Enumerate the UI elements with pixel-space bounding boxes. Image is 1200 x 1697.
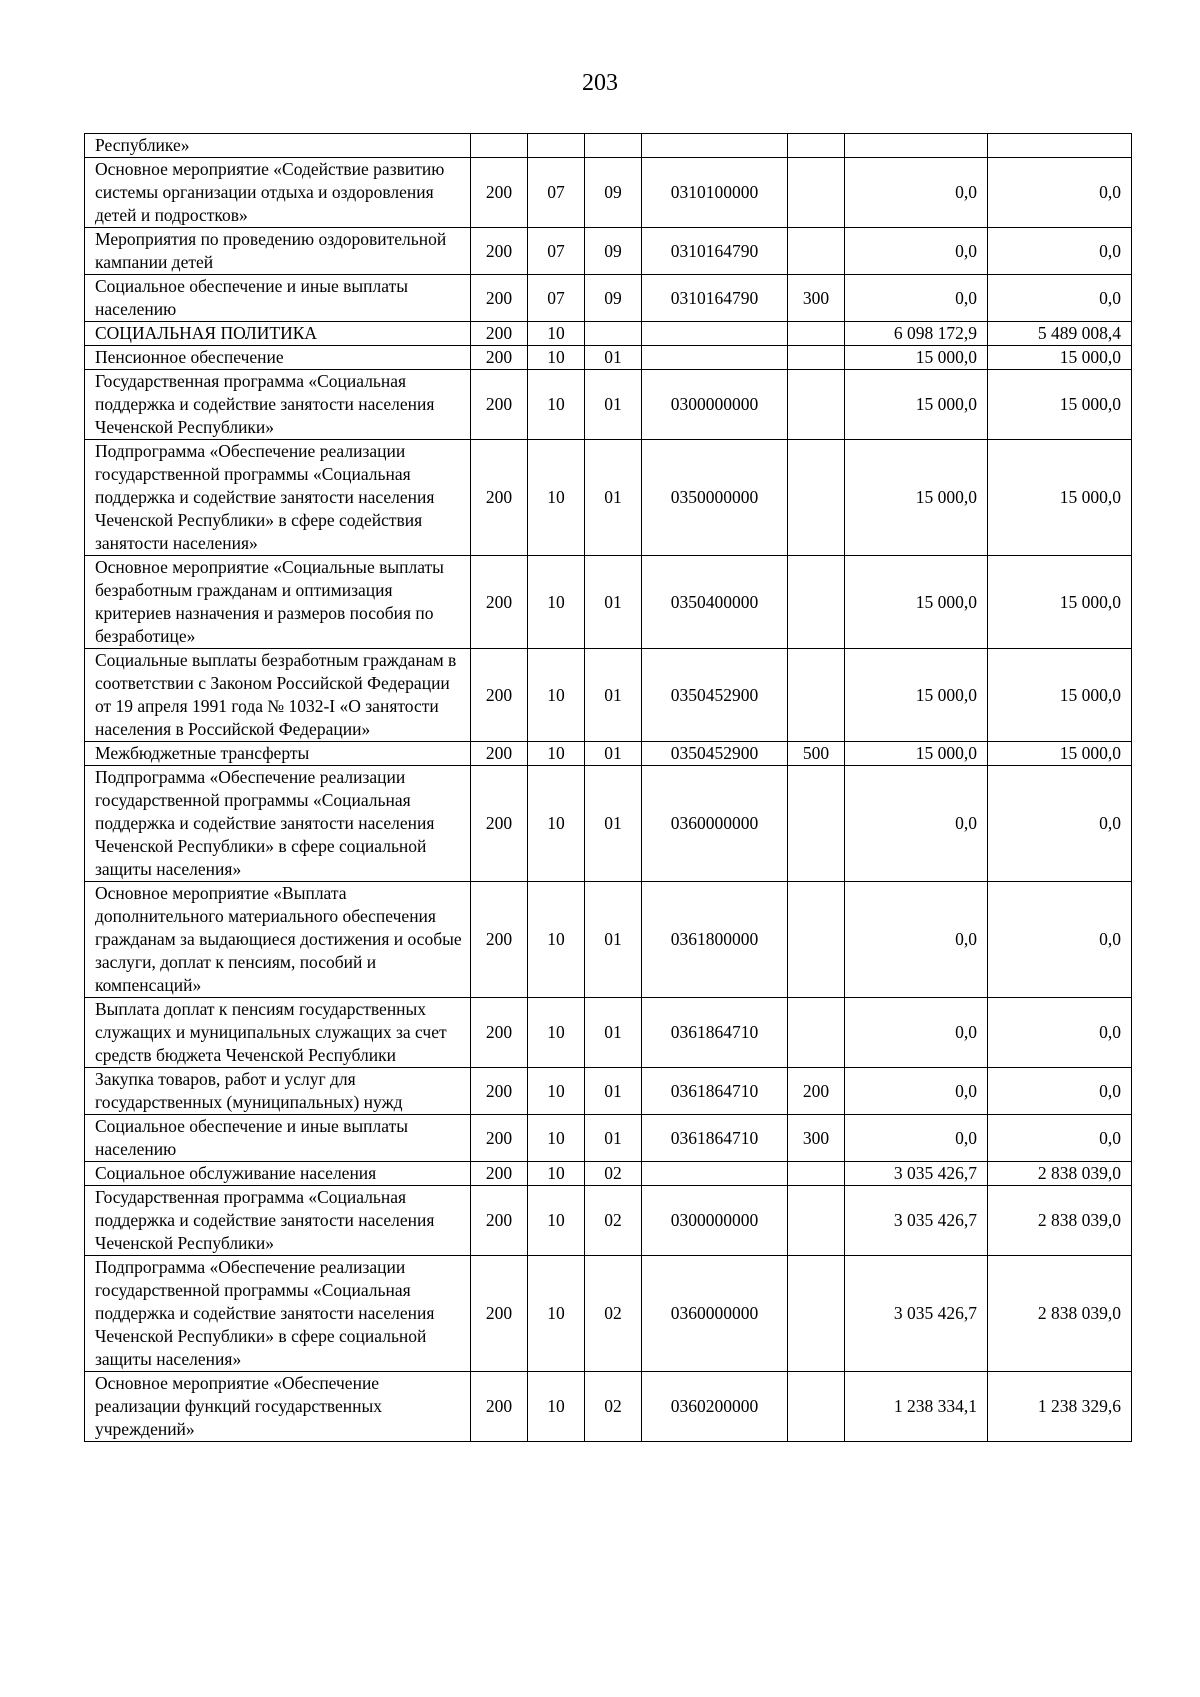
table-row (85, 1068, 1132, 1115)
cell-grbs: 200 (471, 556, 528, 649)
cell-subsection: 09 (585, 275, 642, 322)
cell-grbs: 200 (471, 440, 528, 556)
cell-amount-1: 3 035 426,7 (845, 1186, 988, 1256)
cell-expense-type (788, 882, 845, 998)
cell-section: 10 (528, 649, 585, 742)
cell-expense-type: 200 (788, 1068, 845, 1115)
cell-grbs: 200 (471, 228, 528, 275)
cell-subsection: 01 (585, 649, 642, 742)
cell-subsection: 01 (585, 346, 642, 370)
cell-amount-2 (988, 134, 1132, 158)
cell-grbs: 200 (471, 275, 528, 322)
cell-amount-1: 6 098 172,9 (845, 322, 988, 346)
cell-name: Закупка товаров, работ и услуг для государственных (муниципальных) нужд (85, 1068, 471, 1115)
cell-subsection: 09 (585, 158, 642, 228)
table-row (85, 228, 1132, 275)
cell-expense-type (788, 556, 845, 649)
table-body (85, 134, 1132, 1442)
cell-subsection: 01 (585, 1068, 642, 1115)
cell-amount-2: 1 238 329,6 (988, 1372, 1132, 1442)
cell-target-article: 0350000000 (642, 440, 788, 556)
cell-grbs: 200 (471, 649, 528, 742)
cell-section: 10 (528, 440, 585, 556)
cell-amount-1: 0,0 (845, 766, 988, 882)
cell-section: 10 (528, 556, 585, 649)
cell-grbs: 200 (471, 346, 528, 370)
cell-amount-2: 0,0 (988, 1115, 1132, 1162)
cell-target-article: 0361864710 (642, 1115, 788, 1162)
table-row (85, 346, 1132, 370)
cell-target-article: 0300000000 (642, 370, 788, 440)
cell-expense-type (788, 1162, 845, 1186)
cell-section: 10 (528, 1256, 585, 1372)
cell-name: Государственная программа «Социальная поддержка и содействие занятости населения Чеченской Республики» (85, 370, 471, 440)
cell-target-article: 0361800000 (642, 882, 788, 998)
cell-target-article: 0350400000 (642, 556, 788, 649)
cell-target-article (642, 134, 788, 158)
cell-target-article: 0310164790 (642, 228, 788, 275)
cell-expense-type (788, 370, 845, 440)
cell-section: 10 (528, 346, 585, 370)
cell-amount-1: 15 000,0 (845, 370, 988, 440)
cell-amount-1: 3 035 426,7 (845, 1162, 988, 1186)
cell-subsection (585, 322, 642, 346)
cell-name: Социальное обеспечение и иные выплаты населению (85, 275, 471, 322)
cell-name: Основное мероприятие «Выплата дополнительного материального обеспечения гражданам за выдающиеся достижения и особые заслуги, доплат к пенсиям, пособий и компенсаций» (85, 882, 471, 998)
table-row (85, 998, 1132, 1068)
cell-name: Социальные выплаты безработным гражданам в соответствии с Законом Российской Федерации от 19 апреля 1991 года № 1032-I «О занятости населения в Российской Федерации» (85, 649, 471, 742)
table-row (85, 1162, 1132, 1186)
cell-name: Пенсионное обеспечение (85, 346, 471, 370)
cell-section: 10 (528, 882, 585, 998)
cell-amount-1: 0,0 (845, 228, 988, 275)
cell-name: Мероприятия по проведению оздоровительной кампании детей (85, 228, 471, 275)
cell-section: 07 (528, 228, 585, 275)
cell-expense-type (788, 158, 845, 228)
cell-grbs: 200 (471, 766, 528, 882)
cell-grbs: 200 (471, 998, 528, 1068)
cell-subsection: 01 (585, 440, 642, 556)
cell-name: Основное мероприятие «Содействие развитию системы организации отдыха и оздоровления детей и подростков» (85, 158, 471, 228)
cell-grbs: 200 (471, 1162, 528, 1186)
cell-amount-1: 15 000,0 (845, 649, 988, 742)
cell-subsection: 01 (585, 370, 642, 440)
cell-expense-type: 300 (788, 1115, 845, 1162)
cell-target-article (642, 322, 788, 346)
cell-grbs: 200 (471, 158, 528, 228)
cell-amount-2: 2 838 039,0 (988, 1162, 1132, 1186)
cell-section: 10 (528, 322, 585, 346)
cell-target-article: 0310164790 (642, 275, 788, 322)
cell-amount-2: 0,0 (988, 766, 1132, 882)
cell-name: Социальное обеспечение и иные выплаты населению (85, 1115, 471, 1162)
table-row (85, 556, 1132, 649)
cell-expense-type (788, 322, 845, 346)
cell-amount-2: 15 000,0 (988, 346, 1132, 370)
cell-section: 07 (528, 158, 585, 228)
cell-subsection: 01 (585, 766, 642, 882)
table-row (85, 440, 1132, 556)
cell-amount-1: 0,0 (845, 275, 988, 322)
table-row (85, 370, 1132, 440)
table-row (85, 766, 1132, 882)
cell-expense-type (788, 766, 845, 882)
cell-amount-2: 15 000,0 (988, 649, 1132, 742)
cell-grbs: 200 (471, 1372, 528, 1442)
budget-table (84, 133, 1132, 1442)
cell-grbs: 200 (471, 370, 528, 440)
cell-amount-1: 15 000,0 (845, 440, 988, 556)
cell-amount-2: 0,0 (988, 998, 1132, 1068)
cell-amount-2: 0,0 (988, 1068, 1132, 1115)
cell-target-article: 0361864710 (642, 1068, 788, 1115)
cell-grbs: 200 (471, 322, 528, 346)
cell-target-article: 0360200000 (642, 1372, 788, 1442)
cell-amount-1: 0,0 (845, 882, 988, 998)
table-row (85, 1372, 1132, 1442)
table-row (85, 322, 1132, 346)
cell-grbs: 200 (471, 1068, 528, 1115)
cell-subsection: 02 (585, 1256, 642, 1372)
cell-name: Межбюджетные трансферты (85, 742, 471, 766)
cell-section: 07 (528, 275, 585, 322)
cell-amount-2: 2 838 039,0 (988, 1256, 1132, 1372)
cell-amount-2: 0,0 (988, 158, 1132, 228)
cell-expense-type (788, 134, 845, 158)
cell-amount-2: 0,0 (988, 275, 1132, 322)
cell-subsection: 01 (585, 742, 642, 766)
cell-name: Основное мероприятие «Социальные выплаты безработным гражданам и оптимизация критериев назначения и размеров пособия по безработице» (85, 556, 471, 649)
cell-target-article: 0350452900 (642, 649, 788, 742)
cell-target-article: 0310100000 (642, 158, 788, 228)
cell-amount-1: 0,0 (845, 1068, 988, 1115)
cell-expense-type (788, 440, 845, 556)
cell-target-article: 0360000000 (642, 1256, 788, 1372)
cell-amount-1: 15 000,0 (845, 346, 988, 370)
cell-name: Республике» (85, 134, 471, 158)
table-row (85, 1256, 1132, 1372)
cell-section: 10 (528, 1186, 585, 1256)
cell-subsection: 01 (585, 556, 642, 649)
cell-name: Выплата доплат к пенсиям государственных служащих и муниципальных служащих за счет средств бюджета Чеченской Республики (85, 998, 471, 1068)
cell-target-article: 0300000000 (642, 1186, 788, 1256)
cell-grbs: 200 (471, 1256, 528, 1372)
table-row (85, 158, 1132, 228)
table-row (85, 1186, 1132, 1256)
cell-grbs: 200 (471, 882, 528, 998)
cell-amount-1 (845, 134, 988, 158)
table-row (85, 649, 1132, 742)
cell-section: 10 (528, 766, 585, 882)
cell-amount-1: 3 035 426,7 (845, 1256, 988, 1372)
cell-amount-1: 1 238 334,1 (845, 1372, 988, 1442)
cell-amount-1: 15 000,0 (845, 556, 988, 649)
cell-grbs: 200 (471, 1186, 528, 1256)
cell-amount-2: 5 489 008,4 (988, 322, 1132, 346)
cell-target-article: 0360000000 (642, 766, 788, 882)
cell-name: Подпрограмма «Обеспечение реализации государственной программы «Социальная поддержка и содействие занятости населения Чеченской Республики» в сфере социальной защиты населения» (85, 1256, 471, 1372)
cell-subsection: 01 (585, 998, 642, 1068)
cell-amount-2: 15 000,0 (988, 440, 1132, 556)
cell-expense-type (788, 1186, 845, 1256)
cell-subsection (585, 134, 642, 158)
cell-section: 10 (528, 742, 585, 766)
cell-target-article: 0361864710 (642, 998, 788, 1068)
cell-amount-2: 15 000,0 (988, 370, 1132, 440)
table-row (85, 1115, 1132, 1162)
cell-expense-type (788, 228, 845, 275)
cell-section: 10 (528, 1162, 585, 1186)
cell-name: Подпрограмма «Обеспечение реализации государственной программы «Социальная поддержка и содействие занятости населения Чеченской Республики» в сфере содействия занятости населения» (85, 440, 471, 556)
cell-amount-2: 2 838 039,0 (988, 1186, 1132, 1256)
cell-expense-type (788, 998, 845, 1068)
cell-amount-1: 0,0 (845, 158, 988, 228)
cell-target-article (642, 1162, 788, 1186)
cell-section: 10 (528, 1068, 585, 1115)
table-row (85, 742, 1132, 766)
cell-amount-1: 0,0 (845, 1115, 988, 1162)
cell-grbs: 200 (471, 742, 528, 766)
cell-grbs: 200 (471, 1115, 528, 1162)
cell-name: Государственная программа «Социальная поддержка и содействие занятости населения Чеченской Республики» (85, 1186, 471, 1256)
cell-target-article: 0350452900 (642, 742, 788, 766)
cell-name: СОЦИАЛЬНАЯ ПОЛИТИКА (85, 322, 471, 346)
cell-grbs (471, 134, 528, 158)
cell-section: 10 (528, 370, 585, 440)
cell-expense-type: 500 (788, 742, 845, 766)
cell-amount-1: 0,0 (845, 998, 988, 1068)
cell-expense-type: 300 (788, 275, 845, 322)
cell-expense-type (788, 1256, 845, 1372)
page-number: 203 (582, 70, 618, 96)
cell-section: 10 (528, 1115, 585, 1162)
cell-subsection: 02 (585, 1186, 642, 1256)
cell-amount-2: 15 000,0 (988, 556, 1132, 649)
cell-section (528, 134, 585, 158)
cell-subsection: 01 (585, 882, 642, 998)
cell-amount-2: 0,0 (988, 882, 1132, 998)
cell-expense-type (788, 1372, 845, 1442)
cell-name: Подпрограмма «Обеспечение реализации государственной программы «Социальная поддержка и содействие занятости населения Чеченской Республики» в сфере социальной защиты населения» (85, 766, 471, 882)
cell-name: Основное мероприятие «Обеспечение реализации функций государственных учреждений» (85, 1372, 471, 1442)
table-row (85, 275, 1132, 322)
table-row (85, 134, 1132, 158)
cell-section: 10 (528, 1372, 585, 1442)
cell-subsection: 09 (585, 228, 642, 275)
cell-target-article (642, 346, 788, 370)
cell-name: Социальное обслуживание населения (85, 1162, 471, 1186)
cell-expense-type (788, 346, 845, 370)
cell-section: 10 (528, 998, 585, 1068)
cell-amount-1: 15 000,0 (845, 742, 988, 766)
cell-subsection: 01 (585, 1115, 642, 1162)
table-row (85, 882, 1132, 998)
cell-subsection: 02 (585, 1162, 642, 1186)
cell-expense-type (788, 649, 845, 742)
cell-amount-2: 15 000,0 (988, 742, 1132, 766)
cell-amount-2: 0,0 (988, 228, 1132, 275)
cell-subsection: 02 (585, 1372, 642, 1442)
